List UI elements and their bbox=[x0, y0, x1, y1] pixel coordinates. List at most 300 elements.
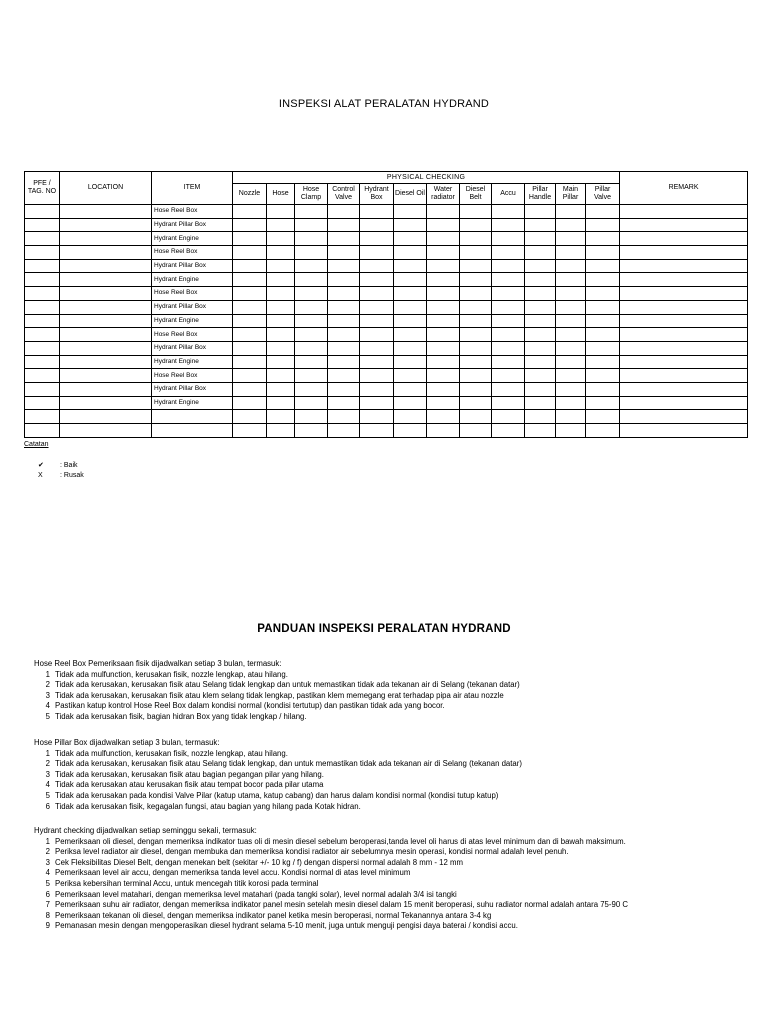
list-item-text: Periksa level radiator air diesel, dengan membuka dan memeriksa kondisi radiator air sebelumnya mesin operasi, kondisi normal adalah level penuh. bbox=[55, 847, 569, 857]
list-item-text: Cek Fleksibilitas Diesel Belt, dengan menekan belt (sekitar +/- 10 kg / f) dengan dispersi normal adalah 8 mm - 12 mm bbox=[55, 857, 464, 867]
table-cell bbox=[360, 218, 394, 232]
table-cell bbox=[394, 259, 427, 273]
table-cell bbox=[586, 246, 620, 260]
list-item bbox=[34, 791, 522, 802]
table-cell bbox=[556, 259, 586, 273]
item-cell bbox=[152, 424, 233, 438]
item-cell: Hydrant Pillar Box bbox=[152, 341, 233, 355]
section-list bbox=[34, 837, 628, 932]
table-cell bbox=[295, 273, 328, 287]
table-cell bbox=[556, 382, 586, 396]
table-cell bbox=[427, 396, 460, 410]
table-cell bbox=[25, 273, 60, 287]
item-cell: Hydrant Engine bbox=[152, 232, 233, 246]
table-cell bbox=[525, 410, 556, 424]
table-cell bbox=[233, 314, 267, 328]
table-cell bbox=[328, 205, 360, 219]
table-cell bbox=[620, 424, 748, 438]
table-cell bbox=[586, 396, 620, 410]
table-cell bbox=[492, 246, 525, 260]
list-item-number: 2 bbox=[45, 759, 50, 769]
table-cell bbox=[556, 287, 586, 301]
table-cell bbox=[525, 232, 556, 246]
table-cell bbox=[556, 355, 586, 369]
table-cell bbox=[492, 273, 525, 287]
table-cell bbox=[492, 232, 525, 246]
table-cell bbox=[620, 369, 748, 383]
table-cell bbox=[586, 300, 620, 314]
table-cell bbox=[60, 246, 152, 260]
table-cell bbox=[25, 341, 60, 355]
header-check-column: Diesel Oil bbox=[394, 184, 427, 205]
table-cell bbox=[556, 246, 586, 260]
table-cell bbox=[394, 382, 427, 396]
table-cell bbox=[360, 300, 394, 314]
table-cell bbox=[360, 232, 394, 246]
table-cell bbox=[25, 328, 60, 342]
table-cell bbox=[360, 341, 394, 355]
table-cell bbox=[586, 369, 620, 383]
table-cell bbox=[460, 300, 492, 314]
table-cell bbox=[267, 410, 295, 424]
table-cell bbox=[394, 369, 427, 383]
table-cell bbox=[328, 218, 360, 232]
table-cell bbox=[427, 369, 460, 383]
table-cell bbox=[620, 314, 748, 328]
table-cell bbox=[492, 259, 525, 273]
table-cell bbox=[620, 205, 748, 219]
table-cell bbox=[492, 424, 525, 438]
header-check-column: Water radiator bbox=[427, 184, 460, 205]
list-item bbox=[34, 759, 522, 770]
table-cell bbox=[427, 341, 460, 355]
list-item bbox=[34, 712, 520, 723]
item-cell: Hydrant Engine bbox=[152, 355, 233, 369]
list-item-text: Tidak ada kerusakan, kerusakan fisik atau bagian pegangan pilar yang hilang. bbox=[55, 769, 324, 779]
table-cell bbox=[525, 328, 556, 342]
header-check-column: Hydrant Box bbox=[360, 184, 394, 205]
table-cell bbox=[394, 410, 427, 424]
table-cell bbox=[427, 287, 460, 301]
table-cell bbox=[394, 205, 427, 219]
header-item: ITEM bbox=[152, 172, 233, 205]
table-cell bbox=[427, 410, 460, 424]
table-cell bbox=[60, 205, 152, 219]
section-list bbox=[34, 749, 522, 813]
table-cell bbox=[620, 328, 748, 342]
list-item bbox=[34, 670, 520, 681]
table-cell bbox=[525, 355, 556, 369]
table-cell bbox=[394, 355, 427, 369]
list-item bbox=[34, 890, 628, 901]
table-cell bbox=[427, 424, 460, 438]
table-cell bbox=[25, 218, 60, 232]
guide-section-hydrant-checking bbox=[34, 826, 628, 932]
table-cell bbox=[492, 218, 525, 232]
table-cell bbox=[586, 410, 620, 424]
table-cell bbox=[360, 382, 394, 396]
table-cell bbox=[360, 314, 394, 328]
table-cell bbox=[492, 369, 525, 383]
list-item-number: 2 bbox=[45, 680, 50, 690]
table-cell bbox=[586, 355, 620, 369]
list-item bbox=[34, 802, 522, 813]
table-cell bbox=[460, 369, 492, 383]
table-cell bbox=[295, 396, 328, 410]
item-cell: Hydrant Engine bbox=[152, 396, 233, 410]
table-cell bbox=[460, 382, 492, 396]
table-cell bbox=[25, 287, 60, 301]
table-cell bbox=[360, 396, 394, 410]
table-cell bbox=[267, 328, 295, 342]
section-list bbox=[34, 670, 520, 723]
table-cell bbox=[525, 273, 556, 287]
table-cell bbox=[525, 287, 556, 301]
table-cell bbox=[525, 300, 556, 314]
list-item-text: Tidak ada kerusakan pada kondisi Valve Pilar (katup utama, katup cabang) dan harus dalam kondisi normal (kondisi tutup katup) bbox=[55, 790, 499, 800]
table-cell bbox=[620, 396, 748, 410]
table-cell bbox=[267, 369, 295, 383]
table-cell bbox=[556, 232, 586, 246]
table-row bbox=[25, 232, 748, 246]
table-cell bbox=[460, 314, 492, 328]
item-cell: Hose Reel Box bbox=[152, 328, 233, 342]
document-title: INSPEKSI ALAT PERALATAN HYDRAND bbox=[278, 98, 490, 110]
header-check-column: Diesel Belt bbox=[460, 184, 492, 205]
table-cell bbox=[556, 341, 586, 355]
table-row bbox=[25, 424, 748, 438]
table-cell bbox=[60, 328, 152, 342]
table-cell bbox=[620, 259, 748, 273]
table-cell bbox=[460, 232, 492, 246]
inspection-table bbox=[24, 171, 748, 438]
table-cell bbox=[60, 259, 152, 273]
item-cell: Hose Reel Box bbox=[152, 287, 233, 301]
table-cell bbox=[25, 314, 60, 328]
header-check-column: Hose bbox=[267, 184, 295, 205]
table-cell bbox=[233, 246, 267, 260]
table-cell bbox=[328, 314, 360, 328]
table-cell bbox=[460, 218, 492, 232]
header-check-column: Main Pillar bbox=[556, 184, 586, 205]
table-cell bbox=[267, 218, 295, 232]
table-row bbox=[25, 314, 748, 328]
table-cell bbox=[295, 328, 328, 342]
table-cell bbox=[295, 410, 328, 424]
table-cell bbox=[460, 246, 492, 260]
table-cell bbox=[427, 355, 460, 369]
table-cell bbox=[586, 287, 620, 301]
item-cell: Hydrant Engine bbox=[152, 314, 233, 328]
table-cell bbox=[267, 205, 295, 219]
table-cell bbox=[586, 341, 620, 355]
table-cell bbox=[556, 300, 586, 314]
table-cell bbox=[556, 424, 586, 438]
table-cell bbox=[233, 341, 267, 355]
header-check-column: Hose Clamp bbox=[295, 184, 328, 205]
table-cell bbox=[525, 314, 556, 328]
section-intro: Hose Pillar Box dijadwalkan setiap 3 bulan, termasuk: bbox=[34, 738, 220, 747]
table-cell bbox=[525, 396, 556, 410]
table-row bbox=[25, 382, 748, 396]
table-cell bbox=[60, 273, 152, 287]
table-cell bbox=[427, 382, 460, 396]
list-item-number: 4 bbox=[45, 780, 50, 790]
list-item-text: Tidak ada mulfunction, kerusakan fisik, nozzle lengkap, atau hilang. bbox=[55, 748, 288, 758]
table-cell bbox=[60, 300, 152, 314]
table-cell bbox=[60, 382, 152, 396]
table-cell bbox=[267, 314, 295, 328]
table-cell bbox=[586, 232, 620, 246]
table-cell bbox=[295, 232, 328, 246]
table-cell bbox=[460, 355, 492, 369]
table-cell bbox=[460, 287, 492, 301]
table-row bbox=[25, 341, 748, 355]
table-cell bbox=[394, 300, 427, 314]
list-item-text: Tidak ada kerusakan, kerusakan fisik atau Selang tidak lengkap, dan untuk memastikan tidak ada tekanan air di Selang (tekanan datar) bbox=[55, 759, 522, 769]
table-cell bbox=[60, 341, 152, 355]
notes-label: Catatan bbox=[24, 441, 49, 448]
table-cell bbox=[328, 341, 360, 355]
table-cell bbox=[60, 218, 152, 232]
check-mark-symbol: ✔ bbox=[38, 462, 44, 469]
table-cell bbox=[267, 246, 295, 260]
table-cell bbox=[427, 205, 460, 219]
table-cell bbox=[620, 232, 748, 246]
list-item-number: 6 bbox=[45, 889, 50, 899]
table-cell bbox=[233, 300, 267, 314]
table-cell bbox=[60, 396, 152, 410]
header-remark: REMARK bbox=[620, 172, 748, 205]
item-cell: Hydrant Pillar Box bbox=[152, 300, 233, 314]
table-cell bbox=[60, 410, 152, 424]
table-cell bbox=[295, 314, 328, 328]
table-cell bbox=[295, 246, 328, 260]
table-cell bbox=[394, 314, 427, 328]
table-row bbox=[25, 273, 748, 287]
table-cell bbox=[233, 382, 267, 396]
table-cell bbox=[556, 205, 586, 219]
table-cell bbox=[586, 259, 620, 273]
table-cell bbox=[525, 341, 556, 355]
table-row bbox=[25, 218, 748, 232]
list-item-text: Pemeriksaan suhu air radiator, dengan memeriksa indikator panel mesin setelah mesin diesel dalam 15 menit beroperasi, suhu radiator normal adalah antara 75-90 C bbox=[55, 900, 628, 910]
table-cell bbox=[233, 369, 267, 383]
table-row bbox=[25, 355, 748, 369]
table-cell bbox=[295, 382, 328, 396]
list-item-text: Pemeriksaan oli diesel, dengan memeriksa indikator tuas oli di mesin diesel sebelum beroperasi,tanda level oli harus di atas level minimum dan di bawah maksimum. bbox=[55, 836, 626, 846]
table-row bbox=[25, 300, 748, 314]
table-cell bbox=[620, 287, 748, 301]
table-cell bbox=[394, 232, 427, 246]
table-cell bbox=[586, 424, 620, 438]
list-item bbox=[34, 691, 520, 702]
table-cell bbox=[295, 218, 328, 232]
table-cell bbox=[492, 355, 525, 369]
table-cell bbox=[295, 287, 328, 301]
table-cell bbox=[233, 424, 267, 438]
item-cell: Hydrant Pillar Box bbox=[152, 218, 233, 232]
section-intro: Hydrant checking dijadwalkan setiap seminggu sekali, termasuk: bbox=[34, 826, 257, 835]
item-cell bbox=[152, 410, 233, 424]
list-item bbox=[34, 749, 522, 760]
table-cell bbox=[394, 246, 427, 260]
table-cell bbox=[525, 424, 556, 438]
list-item-number: 8 bbox=[45, 910, 50, 920]
table-cell bbox=[360, 259, 394, 273]
list-item-number: 2 bbox=[45, 847, 50, 857]
header-check-column: Accu bbox=[492, 184, 525, 205]
guide-title: PANDUAN INSPEKSI PERALATAN HYDRAND bbox=[257, 623, 511, 635]
list-item-number: 4 bbox=[45, 701, 50, 711]
table-cell bbox=[394, 396, 427, 410]
table-cell bbox=[233, 396, 267, 410]
list-item-text: Pastikan katup kontrol Hose Reel Box dalam kondisi normal (kondisi tertutup) dan pastikan tidak ada yang bocor. bbox=[55, 701, 445, 711]
table-cell bbox=[295, 259, 328, 273]
table-cell bbox=[492, 300, 525, 314]
table-cell bbox=[328, 369, 360, 383]
table-cell bbox=[586, 314, 620, 328]
table-cell bbox=[360, 246, 394, 260]
header-check-column: Nozzle bbox=[233, 184, 267, 205]
table-cell bbox=[233, 410, 267, 424]
table-cell bbox=[360, 287, 394, 301]
legend-good bbox=[38, 461, 78, 469]
list-item-number: 1 bbox=[45, 748, 50, 758]
table-cell bbox=[556, 218, 586, 232]
table-cell bbox=[492, 205, 525, 219]
table-cell bbox=[25, 232, 60, 246]
table-cell bbox=[60, 232, 152, 246]
table-cell bbox=[427, 300, 460, 314]
table-cell bbox=[60, 369, 152, 383]
table-cell bbox=[427, 314, 460, 328]
table-cell bbox=[328, 382, 360, 396]
table-cell bbox=[60, 287, 152, 301]
list-item bbox=[34, 900, 628, 911]
table-cell bbox=[25, 424, 60, 438]
table-cell bbox=[394, 273, 427, 287]
table-row bbox=[25, 205, 748, 219]
table-cell bbox=[360, 273, 394, 287]
table-cell bbox=[328, 287, 360, 301]
list-item-text: Tidak ada kerusakan, kerusakan fisik atau Selang tidak lengkap dan untuk memastikan tidak ada tekanan air di Selang (tekanan datar) bbox=[55, 680, 520, 690]
list-item bbox=[34, 847, 628, 858]
section-intro: Hose Reel Box Pemeriksaan fisik dijadwalkan setiap 3 bulan, termasuk: bbox=[34, 659, 282, 668]
table-cell bbox=[460, 273, 492, 287]
table-cell bbox=[360, 355, 394, 369]
table-cell bbox=[460, 396, 492, 410]
table-cell bbox=[25, 369, 60, 383]
guide-section-hose-reel-box bbox=[34, 659, 520, 723]
header-pfe-tag-no: PFE / TAG. NO bbox=[25, 172, 60, 205]
table-cell bbox=[60, 314, 152, 328]
list-item-number: 7 bbox=[45, 900, 50, 910]
table-cell bbox=[394, 218, 427, 232]
table-cell bbox=[620, 341, 748, 355]
table-cell bbox=[60, 424, 152, 438]
table-cell bbox=[620, 273, 748, 287]
table-row bbox=[25, 396, 748, 410]
table-cell bbox=[233, 287, 267, 301]
table-cell bbox=[25, 396, 60, 410]
table-cell bbox=[267, 396, 295, 410]
table-cell bbox=[328, 424, 360, 438]
table-cell bbox=[25, 382, 60, 396]
table-cell bbox=[267, 424, 295, 438]
table-cell bbox=[427, 259, 460, 273]
legend-broken bbox=[38, 472, 84, 479]
table-cell bbox=[328, 410, 360, 424]
table-cell bbox=[492, 314, 525, 328]
table-cell bbox=[525, 246, 556, 260]
list-item-number: 5 bbox=[45, 790, 50, 800]
list-item-text: Pemeriksaan tekanan oli diesel, dengan memeriksa indikator panel ketika mesin beroperasi, normal Tekanannya antara 3-4 kg bbox=[55, 910, 492, 920]
x-mark-symbol: X bbox=[38, 472, 43, 479]
list-item bbox=[34, 837, 628, 848]
table-cell bbox=[586, 328, 620, 342]
table-cell bbox=[460, 341, 492, 355]
table-cell bbox=[328, 355, 360, 369]
list-item-number: 3 bbox=[45, 690, 50, 700]
table-cell bbox=[525, 259, 556, 273]
list-item bbox=[34, 879, 628, 890]
table-cell bbox=[525, 218, 556, 232]
table-cell bbox=[233, 205, 267, 219]
table-cell bbox=[360, 424, 394, 438]
list-item bbox=[34, 770, 522, 781]
table-cell bbox=[267, 287, 295, 301]
table-cell bbox=[460, 205, 492, 219]
table-row bbox=[25, 328, 748, 342]
list-item-text: Tidak ada mulfunction, kerusakan fisik, nozzle lengkap, atau hilang. bbox=[55, 669, 288, 679]
table-cell bbox=[460, 259, 492, 273]
list-item bbox=[34, 911, 628, 922]
table-cell bbox=[328, 300, 360, 314]
table-cell bbox=[295, 205, 328, 219]
table-cell bbox=[427, 246, 460, 260]
table-cell bbox=[233, 218, 267, 232]
table-cell bbox=[586, 205, 620, 219]
table-cell bbox=[295, 355, 328, 369]
table-cell bbox=[492, 396, 525, 410]
table-cell bbox=[460, 328, 492, 342]
table-cell bbox=[267, 355, 295, 369]
guide-section-hose-pillar-box bbox=[34, 738, 522, 812]
table-cell bbox=[267, 259, 295, 273]
item-cell: Hose Reel Box bbox=[152, 205, 233, 219]
table-cell bbox=[360, 410, 394, 424]
list-item-number: 1 bbox=[45, 836, 50, 846]
table-cell bbox=[360, 205, 394, 219]
list-item bbox=[34, 868, 628, 879]
list-item-text: Tidak ada kerusakan fisik, bagian hidran Box yang tidak lengkap / hilang. bbox=[55, 711, 307, 721]
table-cell bbox=[586, 382, 620, 396]
table-cell bbox=[556, 396, 586, 410]
table-cell bbox=[460, 410, 492, 424]
table-cell bbox=[233, 259, 267, 273]
table-cell bbox=[620, 382, 748, 396]
item-cell: Hydrant Pillar Box bbox=[152, 259, 233, 273]
table-cell bbox=[233, 232, 267, 246]
table-cell bbox=[295, 369, 328, 383]
table-cell bbox=[427, 218, 460, 232]
legend-good-text: : Baik bbox=[60, 462, 78, 469]
list-item bbox=[34, 680, 520, 691]
table-cell bbox=[427, 232, 460, 246]
table-row bbox=[25, 259, 748, 273]
table-cell bbox=[394, 287, 427, 301]
